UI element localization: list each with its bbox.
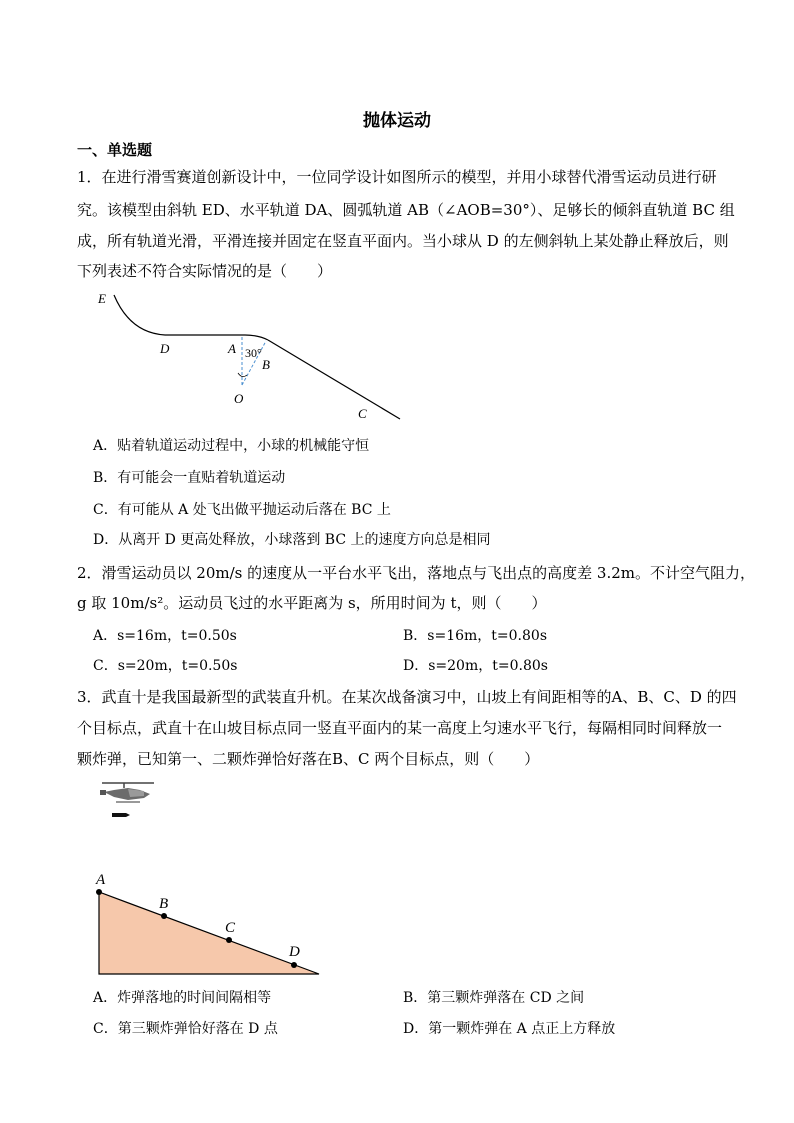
q3-option-d: D．第一颗炸弹在 A 点正上方释放	[403, 1021, 616, 1037]
section-heading: 一、单选题	[77, 141, 153, 159]
label-d: D	[160, 341, 170, 356]
label-e: E	[98, 291, 106, 306]
q2-option-d: D．s=20m，t=0.80s	[403, 658, 548, 674]
point-c	[226, 937, 232, 943]
label-o: O	[234, 391, 244, 406]
q1-option-c: C．有可能从 A 处飞出做平抛运动后落在 BC 上	[93, 502, 391, 518]
point-d	[291, 962, 297, 968]
q3-option-c: C．第三颗炸弹恰好落在 D 点	[93, 1021, 278, 1037]
q1-line-1: 1．在进行滑雪赛道创新设计中，一位同学设计如图所示的模型，并用小球替代滑雪运动员进行研	[77, 168, 717, 186]
q3-line-2: 个目标点，武直十在山坡目标点同一竖直平面内的某一高度上匀速水平飞行，每隔相同时间释放一	[77, 719, 723, 737]
label-c: C	[225, 920, 236, 936]
q3-option-b: B．第三颗炸弹落在 CD 之间	[403, 990, 585, 1006]
q3-line-3: 颗炸弹，已知第一、二颗炸弹恰好落在B、C 两个目标点，则（ ）	[77, 750, 540, 768]
label-b: B	[159, 896, 169, 912]
page-title: 抛体运动	[363, 111, 431, 131]
track-ab	[245, 335, 268, 340]
q2-option-c: C．s=20m，t=0.50s	[93, 658, 238, 674]
label-d: D	[289, 944, 300, 960]
q1-line-2: 究。该模型由斜轨 ED、水平轨道 DA、圆弧轨道 AB（∠AOB=30°）、足够长的倾斜直轨道 BC 组	[77, 201, 735, 219]
q1-line-3: 成，所有轨道光滑，平滑连接并固定在竖直平面内。当小球从 D 的左侧斜轨上某处静止释放后，则	[77, 232, 729, 250]
point-b	[161, 913, 167, 919]
q1-line-4: 下列表述不符合实际情况的是（ ）	[77, 262, 333, 280]
q2-option-a: A．s=16m，t=0.50s	[93, 628, 237, 644]
q1-option-d: D．从离开 D 更高处释放，小球落到 BC 上的速度方向总是相同	[93, 532, 491, 548]
helicopter-icon	[100, 780, 156, 824]
track-bc	[268, 340, 400, 419]
label-angle: 30°	[245, 346, 262, 360]
slope-triangle	[99, 892, 319, 974]
bomb-icon	[112, 813, 130, 817]
label-c: C	[358, 406, 367, 421]
q2-line-2: g 取 10m/s²。运动员飞过的水平距离为 s，所用时间为 t，则（ ）	[77, 594, 547, 612]
q1-figure	[90, 285, 410, 425]
q2-option-b: B．s=16m，t=0.80s	[403, 628, 548, 644]
q3-slope-figure	[85, 862, 335, 980]
point-a	[96, 889, 102, 895]
q1-option-a: A．贴着轨道运动过程中，小球的机械能守恒	[93, 438, 370, 454]
q2-line-1: 2．滑雪运动员以 20m/s 的速度从一平台水平飞出，落地点与飞出点的高度差 3.2m。不计空气阻力，	[77, 564, 755, 582]
label-a: A	[228, 341, 236, 356]
q3-line-1: 3．武直十是我国最新型的武装直升机。在某次战备演习中，山坡上有间距相等的A、B、C、D 的四	[77, 688, 737, 706]
q1-option-b: B．有可能会一直贴着轨道运动	[93, 470, 286, 486]
track-ed	[114, 295, 165, 335]
q3-option-a: A．炸弹落地的时间间隔相等	[93, 990, 272, 1006]
label-b: B	[262, 357, 270, 372]
label-a: A	[96, 872, 106, 888]
